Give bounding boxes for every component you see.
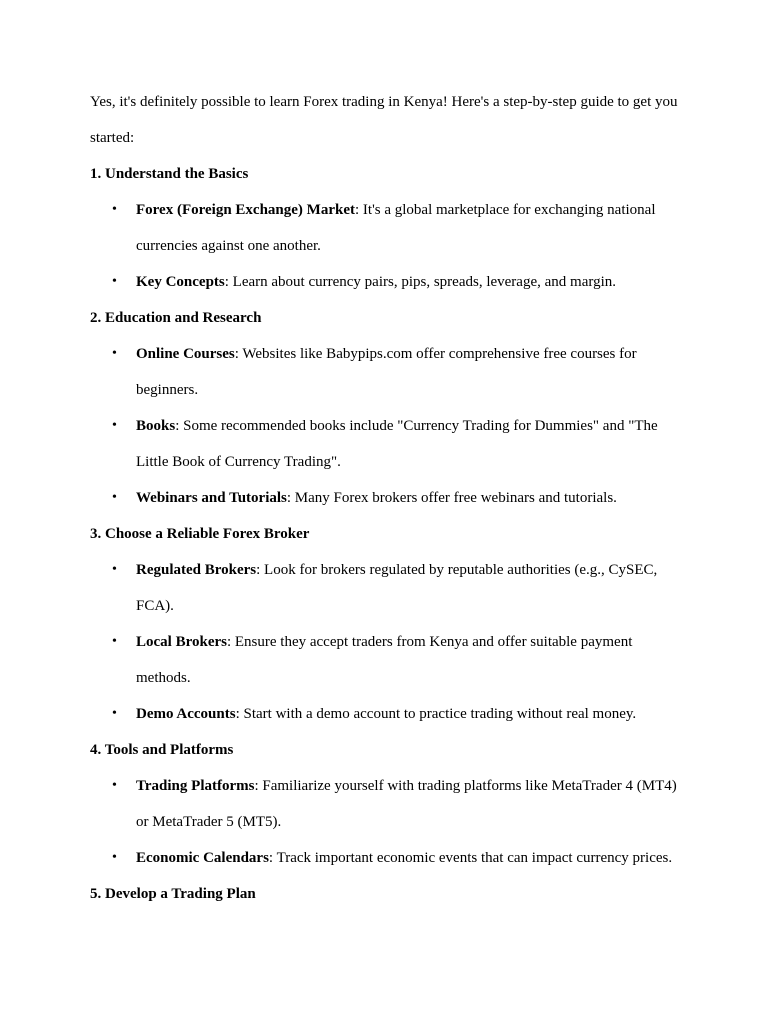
bullet-icon: •	[112, 562, 117, 577]
section-understand-basics	[90, 156, 690, 300]
section-heading: 1. Understand the Basics	[90, 166, 249, 182]
item-term: Online Courses	[136, 346, 235, 362]
list-item	[90, 552, 690, 624]
list-item	[90, 264, 690, 300]
section-education-research	[90, 300, 690, 516]
bullet-icon: •	[112, 706, 117, 721]
bullet-icon: •	[112, 202, 117, 217]
item-text: : Some recommended books include "Currency Trading for Dummies" and "The Little Book of Currency Trading".	[136, 418, 658, 470]
bullet-list	[90, 768, 690, 876]
item-term: Forex (Foreign Exchange) Market	[136, 202, 355, 218]
item-term: Economic Calendars	[136, 850, 269, 866]
section-choose-broker	[90, 516, 690, 732]
item-term: Webinars and Tutorials	[136, 490, 287, 506]
item-text: : Many Forex brokers offer free webinars and tutorials.	[286, 490, 617, 506]
item-text: : Websites like Babypips.com offer comprehensive free courses for beginners.	[136, 346, 637, 398]
bullet-icon: •	[112, 850, 117, 865]
intro-paragraph: Yes, it's definitely possible to learn Forex trading in Kenya! Here's a step-by-step guide to get you started:	[90, 94, 678, 146]
item-text: : Start with a demo account to practice trading without real money.	[235, 706, 637, 722]
bullet-icon: •	[112, 634, 117, 649]
bullet-icon: •	[112, 274, 117, 289]
item-text: : Track important economic events that can impact currency prices.	[268, 850, 673, 866]
list-item	[90, 840, 690, 876]
list-item	[90, 480, 690, 516]
bullet-icon: •	[112, 490, 117, 505]
document-body	[90, 84, 690, 912]
list-item	[90, 696, 690, 732]
item-text: : Look for brokers regulated by reputable authorities (e.g., CySEC, FCA).	[136, 562, 658, 614]
item-term: Local Brokers	[136, 634, 227, 650]
bullet-icon: •	[112, 778, 117, 793]
section-heading: 4. Tools and Platforms	[90, 742, 234, 758]
bullet-icon: •	[112, 346, 117, 361]
item-term: Demo Accounts	[136, 706, 236, 722]
item-text: : It's a global marketplace for exchanging national currencies against one another.	[136, 202, 656, 254]
list-item	[90, 768, 690, 840]
item-text: : Familiarize yourself with trading platforms like MetaTrader 4 (MT4) or MetaTrader 5 (MT5).	[136, 778, 677, 830]
section-tools-platforms	[90, 732, 690, 876]
list-item	[90, 408, 690, 480]
bullet-list	[90, 192, 690, 300]
list-item	[90, 336, 690, 408]
section-heading: 3. Choose a Reliable Forex Broker	[90, 526, 310, 542]
item-term: Books	[136, 418, 176, 434]
bullet-list	[90, 336, 690, 516]
item-term: Regulated Brokers	[136, 562, 257, 578]
section-trading-plan	[90, 876, 690, 912]
section-heading: 2. Education and Research	[90, 310, 262, 326]
item-text: : Learn about currency pairs, pips, spreads, leverage, and margin.	[224, 274, 616, 290]
section-heading: 5. Develop a Trading Plan	[90, 886, 256, 902]
list-item	[90, 624, 690, 696]
item-term: Trading Platforms	[136, 778, 255, 794]
bullet-list	[90, 552, 690, 732]
item-term: Key Concepts	[136, 274, 225, 290]
bullet-icon: •	[112, 418, 117, 433]
item-text: : Ensure they accept traders from Kenya and offer suitable payment methods.	[136, 634, 633, 686]
list-item	[90, 192, 690, 264]
